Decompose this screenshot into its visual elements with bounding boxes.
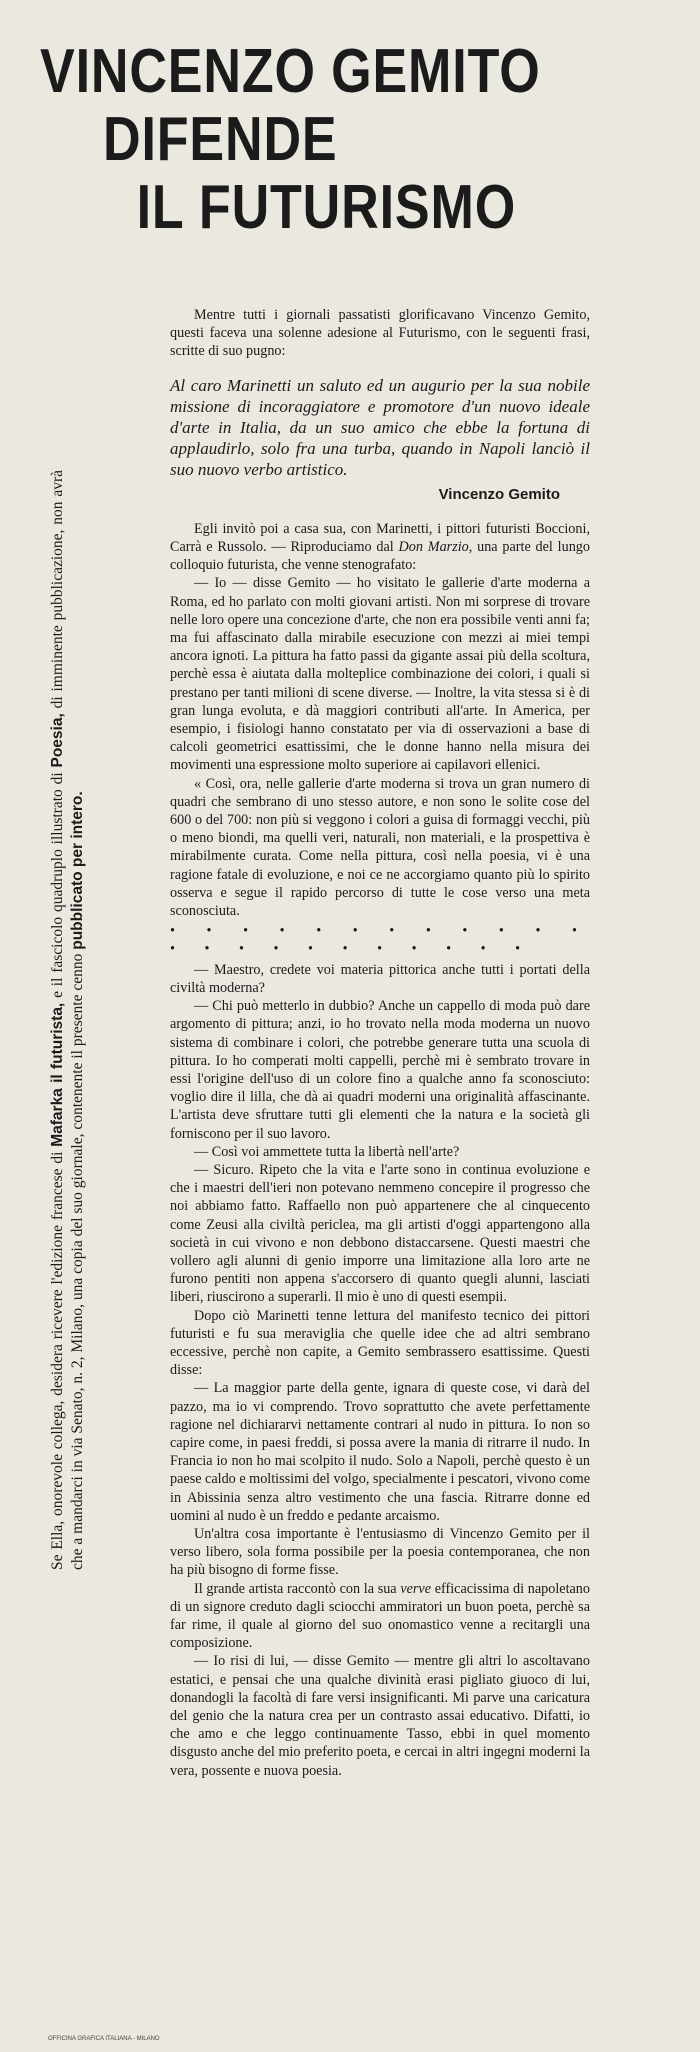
- paragraph-4: — Maestro, credete voi materia pittorica anche tutti i portati della civiltà moderna?: [170, 961, 590, 996]
- quote-signature: Vincenzo Gemito: [438, 485, 560, 503]
- paragraph-5: — Chi può metterlo in dubbio? Anche un cappello di moda può dare argomento di pittura; anzi, io ho trovato nella moda moderna un nuovo sistema di combinare i colori, che potrebbe generare tutta una scuola di pittura. Io ho comperati molti cappelli, perchè mi è sembrato trovare in essi l'origine dell'uso di un colore fino a qualche anno fa sconosciuto: voglio dire il lilla, che dà ai quadri moderni una originalità affascinante. L'artista deve sfruttare tutti gli elementi che la natura e la società gli forniscono per il suo lavoro.: [170, 998, 590, 1142]
- paragraph-10: Un'altra cosa importante è l'entusiasmo di Vincenzo Gemito per il verso libero, sola forma possibile per la poesia contemporanea, che non ha più bisogno di forme fisse.: [170, 1525, 590, 1579]
- headline-line-1: VINCENZO GEMITO: [40, 37, 541, 106]
- article-body: [170, 306, 590, 1780]
- paragraph-12: — Io risi di lui, — disse Gemito — mentre gli altri lo ascoltavano estatici, e pensai che una qualche divinità erasi pigliato giuoco di lui, donandogli la facoltà di fare versi insignificanti. Mi parve una caricatura del genio che la natura crea per un contrasto assai educativo. Difatti, io che amo e che leggo continuamente Tasso, ebbi in quel momento disgusto anche del mio preferito poeta, e cercai in altri ingegni moderni la vera, possente e nuova poesia.: [170, 1653, 590, 1779]
- separator-dots: • • • • • • • • • • • • • • • • • • • • • • •: [170, 923, 590, 958]
- side-note-bold-intero: pubblicato per intero.: [69, 791, 86, 950]
- side-note-bold-mafarka: Mafarka il futurista,: [49, 1002, 66, 1147]
- paragraph-8: Dopo ciò Marinetti tenne lettura del manifesto tecnico dei pittori futuristi e fu sua meraviglia che quelle idee che ad altri sembrano eccessive, perchè non capite, a Gemito sembrassero esattissime. Questi disse:: [170, 1307, 590, 1379]
- headline-line-2: DIFENDE: [103, 105, 338, 174]
- paragraph-6: — Così voi ammettete tutta la libertà nell'arte?: [194, 1143, 460, 1160]
- paragraph-3: « Così, ora, nelle gallerie d'arte moderna si trova un gran numero di quadri che sembrano di uno stesso autore, e non sono le solite cose del 600 o del 700: non più si veggono i colori a guisa di formaggi vecchi, più o meno biondi, ma quelli veri, naturali, non materiali, e la prospettiva è mirabilmente curata. Come nella pittura, così nella poesia, vi è una ragione fatale di evoluzione, e noi ce ne accorgiamo quanto più lo spirito osserva e segue il rapido percorso di tutte le cose verso una meta sconosciuta.: [170, 775, 590, 920]
- paragraph-9: — La maggior parte della gente, ignara di queste cose, vi darà del pazzo, ma io vi comprendo. Trovo soprattutto che avete perfettamente ragione nel dichiararvi nettamente contrari al nudo in pittura. Io non so capire come, in paesi freddi, si possa avere la mania di ritrarre il nudo. In Francia io non ho mai scolpito il nudo. Solo a Napoli, perchè questo è un paese caldo e moltissimi del volgo, specialmente i pescatori, vivono come in Abissinia senza altro vestimento che una fascia. Ritrarre donne ed uomini al nudo è un freddo e pedante arcaismo.: [170, 1380, 590, 1524]
- headline: [40, 38, 569, 242]
- side-note-bold-poesia: Poesia,: [49, 713, 66, 768]
- side-note: Se Ella, onorevole collega, desidera ricevere l'edizione francese di Mafarka il futurista, e il fascicolo quadruplo illustrato di Poesia, di imminente pubblicazione, non avrà che a mandarci in via Senato, n. 2, Milano, una copia del suo giornale, contenente il presente cenno pubblicato per intero.: [49, 470, 86, 1570]
- paragraph-2: — Io — disse Gemito — ho visitato le gallerie d'arte moderna a Roma, ed ho parlato con molti giovani artisti. Non mi sorprese di trovare nelle loro opere una concezione d'arte, che non era possibile venti anni fa; ma fui affascinato dalla mirabile esecuzione con mezzi ai miei tempi ancora ignoti. La pittura ha fatto passi da gigante assai più della scoltura, perchè essa è aiutata dalla molteplice combinazione dei colori, i quali si prestano per tanti milioni di scene diverse. — Inoltre, la vita stessa si è di gran lunga evoluta, e dà maggiori contributi all'arte. In America, per esempio, i fisiologi hanno constatato per via di osservazioni a base di calcoli geometrici esattissimi, che le donne hanno nella misura dei movimenti una espressione molto superiore ai capilavori ellenici.: [170, 575, 590, 774]
- paragraph-1: Egli invitò poi a casa sua, con Marinetti, i pittori futuristi Boccioni, Carrà e Russolo. — Riproduciamo dal Don Marzio, una parte del lungo colloquio futurista, che venne stenografato:: [170, 520, 590, 574]
- paragraph-7: — Sicuro. Ripeto che la vita e l'arte sono in continua evoluzione e che i maestri dell'ieri non potevano nemmeno concepire il progresso che noi abbiamo fatto. Raffaello non può appartenere che al cinquecento come Zeusi alla civiltà periclea, ma gli artisti d'oggi appartengono alla società in cui vivono e non debbono distaccarsene. Questi maestri che vollero agli alunni di genio imporre una limitazione alla loro arte ne furono pentiti non appena s'accorsero di quanto quegli alunni, lasciati liberi, riuscirono a superarli. Il mio è uno di questi esempii.: [170, 1161, 590, 1306]
- printer-imprint: OFFICINA GRAFICA ITALIANA - MILANO: [48, 2036, 160, 2042]
- gemito-quote: Al caro Marinetti un saluto ed un augurio per la sua nobile missione di incoraggiatore e promotore d'un nuovo ideale d'arte in Italia, da un suo amico che ebbe la fortuna di applaudirlo, solo fra una turba, quando in Napoli lanciò il suo nuovo verbo artistico.: [170, 375, 590, 479]
- paragraph-11: Il grande artista raccontò con la sua verve efficacissima di napoletano di un signore creduto dagli sciocchi ammiratori un buon poeta, perchè sa far rime, il quale al giorno del suo onomastico venne a recitargli una composizione.: [170, 1580, 590, 1652]
- headline-line-3: IL FUTURISMO: [136, 173, 517, 242]
- intro-paragraph: Mentre tutti i giornali passatisti glorificavano Vincenzo Gemito, questi faceva una solenne adesione al Futurismo, con le seguenti frasi, scritte di suo pugno:: [170, 307, 590, 360]
